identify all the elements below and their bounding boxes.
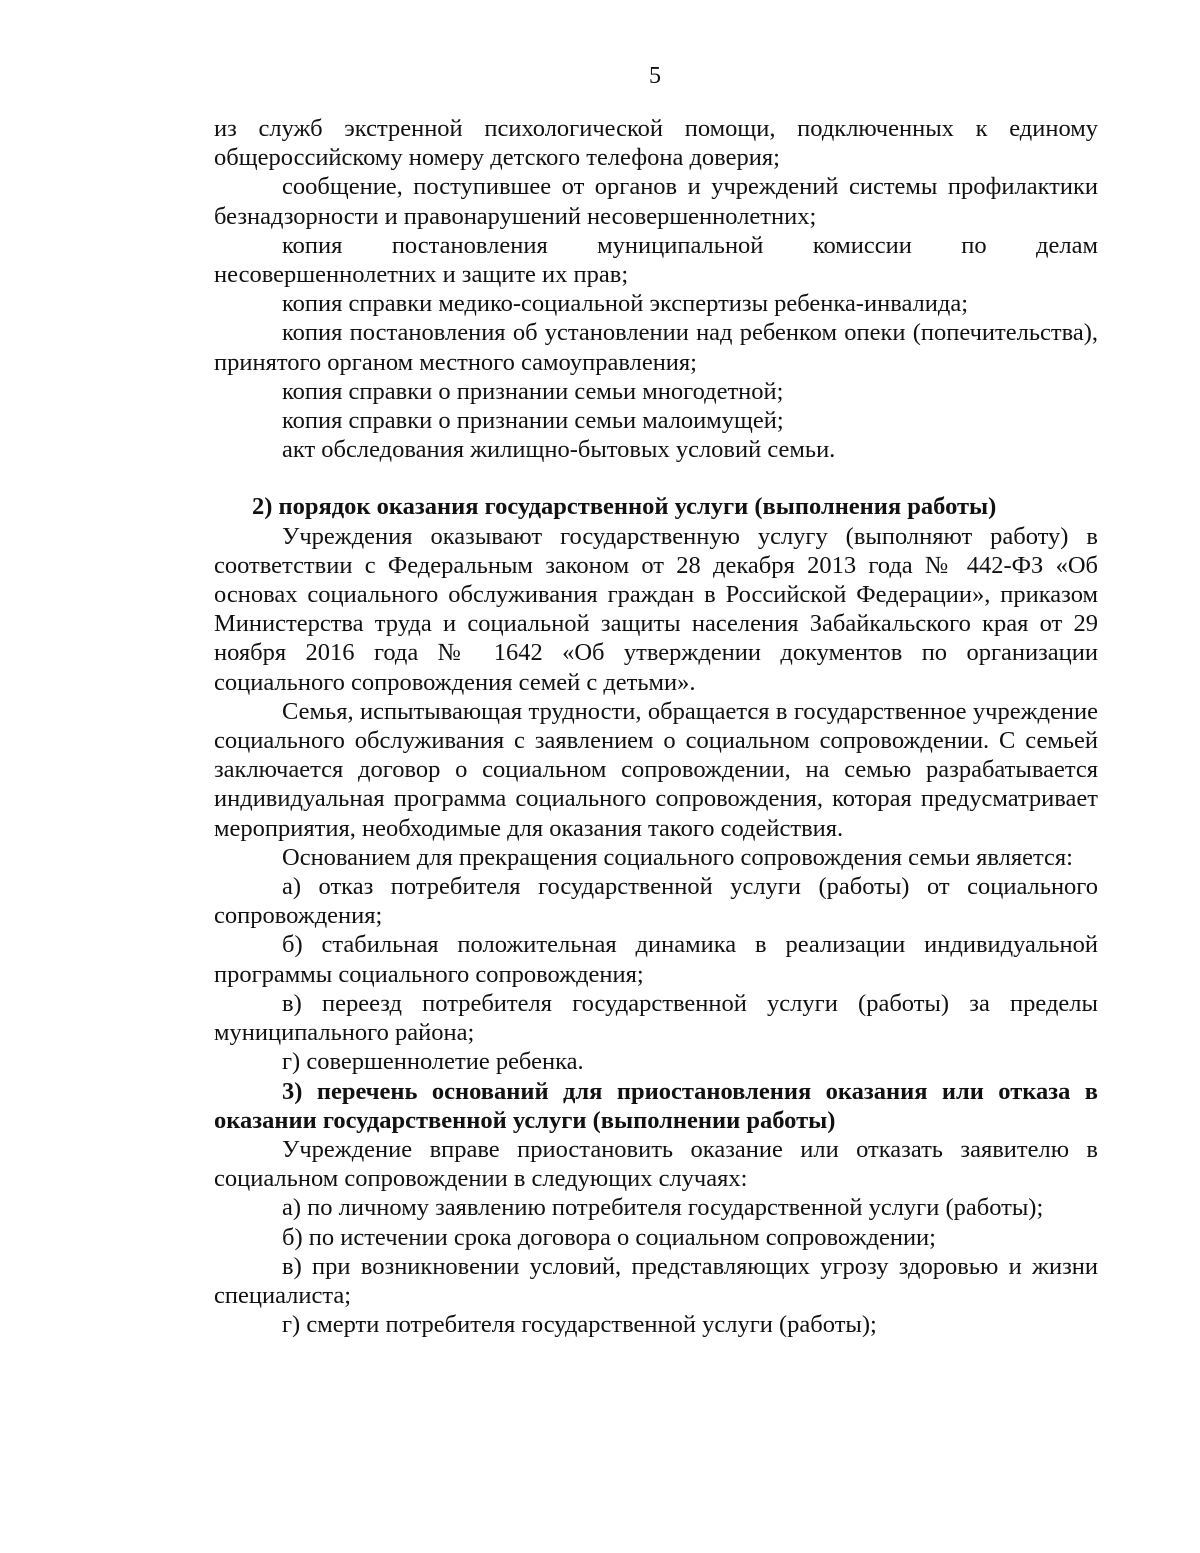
section-heading: 2) порядок оказания государственной услуги (выполнения работы)	[252, 493, 997, 521]
document-list-section	[214, 114, 1098, 464]
suspension-grounds-section	[214, 1077, 1098, 1340]
page-number: 5	[649, 63, 661, 89]
paragraph: из служб экстренной психологической помощи, подключенных к единому общероссийскому номеру детского телефона доверия;	[214, 115, 1098, 172]
paragraph: копия справки о признании семьи малоимущей;	[282, 407, 784, 435]
paragraph: акт обследования жилищно-бытовых условий семьи.	[282, 436, 836, 464]
paragraph: Основанием для прекращения социального сопровождения семьи является:	[282, 843, 1073, 871]
paragraph: в) при возникновении условий, представляющих угрозу здоровью и жизни специалиста;	[214, 1252, 1098, 1309]
paragraph: Учреждение вправе приостановить оказание или отказать заявителю в социальном сопровождении в следующих случаях:	[214, 1135, 1098, 1193]
paragraph: а) отказ потребителя государственной услуги (работы) от социального сопровождения;	[214, 873, 1098, 930]
paragraph: г) смерти потребителя государственной услуги (работы);	[282, 1311, 877, 1339]
paragraph: а) по личному заявлению потребителя государственной услуги (работы);	[282, 1194, 1044, 1222]
document-body	[214, 114, 1098, 1339]
paragraph: копия постановления об установлении над ребенком опеки (попечительства), принятого органом местного самоуправления;	[214, 319, 1098, 376]
paragraph: сообщение, поступившее от органов и учреждений системы профилактики безнадзорности и правонарушений несовершеннолетних;	[214, 173, 1098, 230]
paragraph: копия справки медико-социальной экспертизы ребенка-инвалида;	[282, 290, 969, 318]
section-heading: 3) перечень оснований для приостановления оказания или отказа в оказании государственной услуги (выполнении работы)	[214, 1077, 1098, 1134]
paragraph: Учреждения оказывают государственную услугу (выполняют работу) в соответствии с Федеральным законом от 28 декабря 2013 года № 442-ФЗ «Об основах социального обслуживания граждан в Российской Федерации», приказом Министерства труда и социальной защиты населения Забайкальского края от 29 ноября 2016 года № 1642 «Об утверждении документов по организации социального сопровождения семей с детьми».	[214, 522, 1098, 696]
paragraph: Семья, испытывающая трудности, обращается в государственное учреждение социального обслуживания с заявлением о социальном сопровождении. С семьей заключается договор о социальном сопровождении, на семью разрабатывается индивидуальная программа социального сопровождения, которая предусматривает мероприятия, необходимые для оказания такого содействия.	[214, 697, 1098, 842]
paragraph: б) по истечении срока договора о социальном сопровождении;	[282, 1223, 936, 1251]
paragraph: в) переезд потребителя государственной услуги (работы) за пределы муниципального района;	[214, 989, 1098, 1047]
paragraph: копия постановления муниципальной комиссии по делам несовершеннолетних и защите их прав;	[214, 231, 1098, 289]
paragraph: копия справки о признании семьи многодетной;	[282, 377, 784, 405]
paragraph: г) совершеннолетие ребенка.	[282, 1048, 584, 1076]
paragraph: б) стабильная положительная динамика в реализации индивидуальной программы социального сопровождения;	[214, 931, 1098, 988]
service-procedure-section	[214, 492, 1098, 1076]
